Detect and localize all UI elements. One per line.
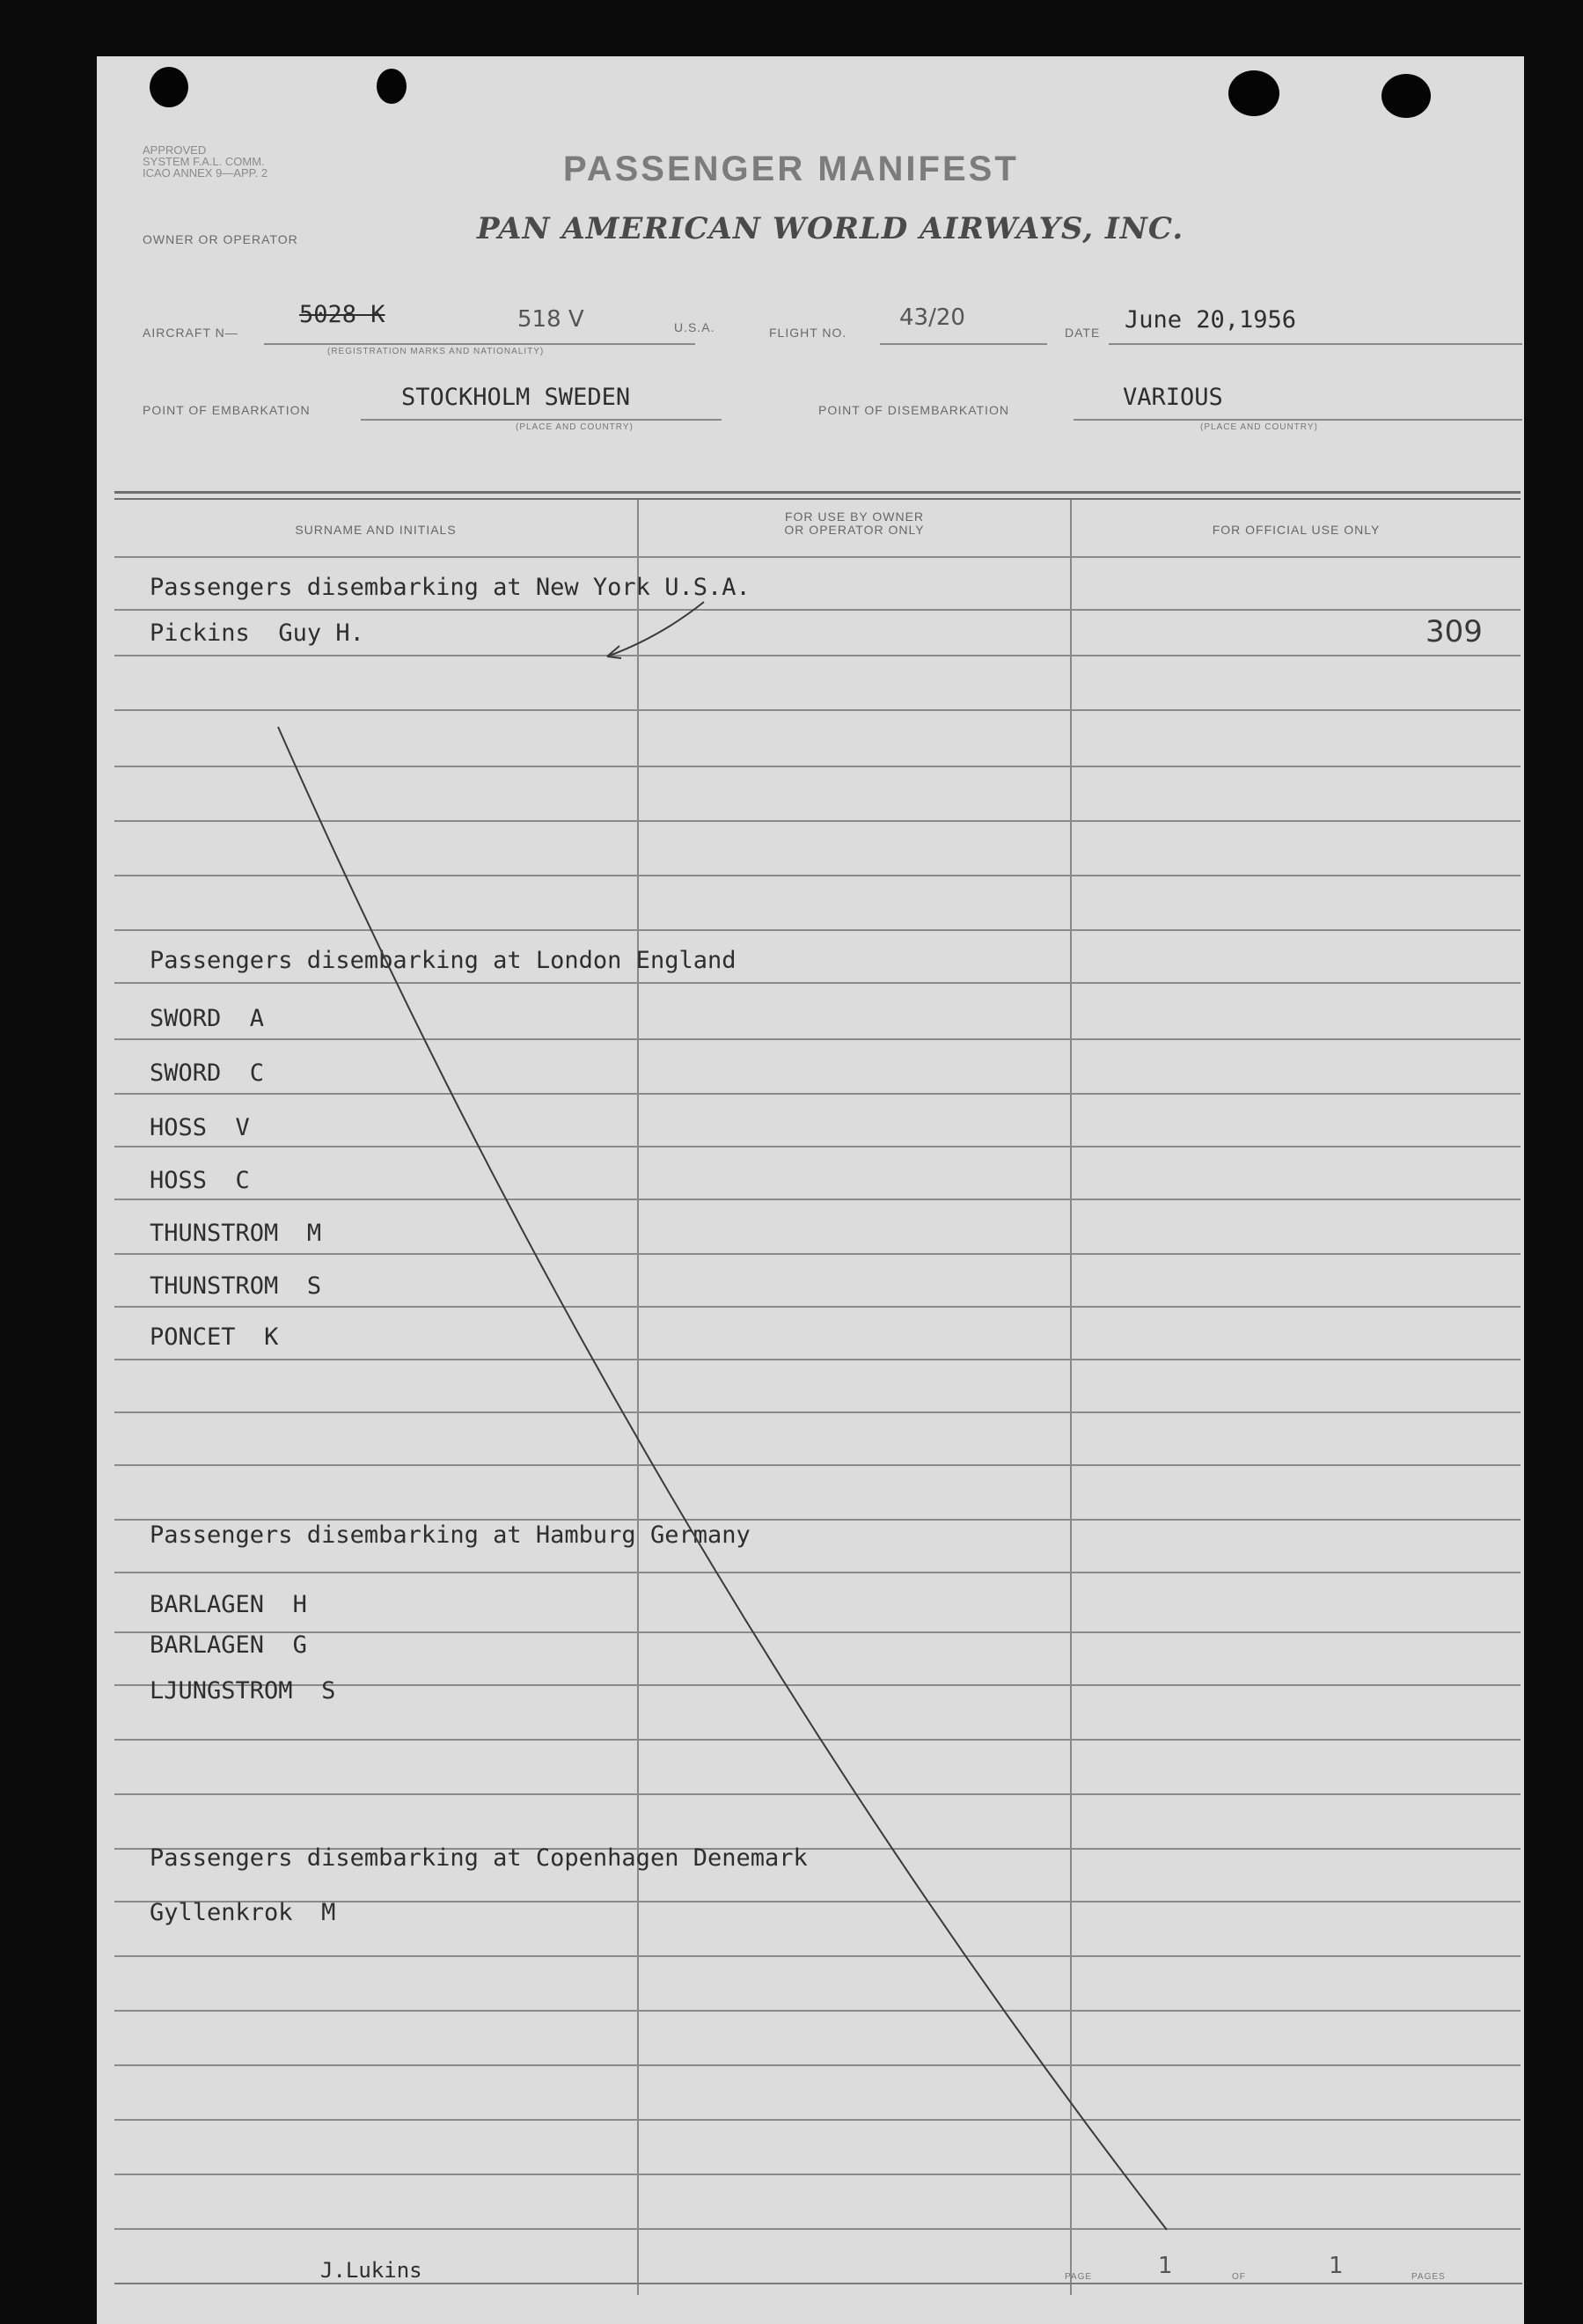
passenger-surname: THUNSTROM <box>150 1220 279 1247</box>
registration-caption: (REGISTRATION MARKS AND NATIONALITY) <box>327 347 545 356</box>
passenger-surname: SWORD <box>150 1059 222 1087</box>
passenger-initials: G <box>292 1631 307 1659</box>
cancel-line <box>278 727 1167 2230</box>
manifest-sheet <box>97 56 1524 2324</box>
passenger-surname: BARLAGEN <box>150 1631 265 1659</box>
passenger-initials: H <box>292 1591 307 1618</box>
passenger-surname: SWORD <box>150 1005 222 1032</box>
aircraft-handwritten-number: 518 V <box>517 306 584 333</box>
of-label: OF <box>1232 2272 1246 2282</box>
passenger-surname: LJUNGSTROM <box>150 1677 293 1705</box>
page-total: 1 <box>1329 2253 1344 2279</box>
page-label: PAGE <box>1065 2272 1093 2282</box>
passenger-surname: BARLAGEN <box>150 1591 265 1618</box>
embarkation-caption: (PLACE AND COUNTRY) <box>516 422 634 432</box>
group-heading: Passengers disembarking at London England <box>150 947 737 974</box>
group-heading: Passengers disembarking at Hamburg Germany <box>150 1521 751 1549</box>
date-label: DATE <box>1065 326 1101 340</box>
country-label: U.S.A. <box>674 320 715 334</box>
passenger-initials: M <box>321 1899 336 1926</box>
disembarkation-caption: (PLACE AND COUNTRY) <box>1200 422 1318 432</box>
passenger-initials: K <box>264 1323 279 1351</box>
owner-label: OWNER OR OPERATOR <box>143 232 298 246</box>
pages-label: PAGES <box>1411 2272 1446 2282</box>
passenger-initials: Guy H. <box>278 619 364 647</box>
passenger-surname: PONCET <box>150 1323 236 1351</box>
arrow-stroke <box>607 602 704 656</box>
disembarkation-label: POINT OF DISEMBARKATION <box>818 403 1009 417</box>
column-header-surname: SURNAME AND INITIALS <box>295 523 457 537</box>
footer-line <box>114 2283 1522 2284</box>
aircraft-label: AIRCRAFT N— <box>143 326 238 340</box>
passenger-initials: C <box>235 1167 250 1194</box>
passenger-surname: Gyllenkrok <box>150 1899 293 1926</box>
passenger-initials: S <box>321 1677 336 1705</box>
passenger-surname: Pickins <box>150 619 250 647</box>
passenger-surname: HOSS <box>150 1114 208 1141</box>
column-header-owner-use: FOR USE BY OWNER OR OPERATOR ONLY <box>784 510 925 537</box>
signature: J.Lukins <box>320 2258 422 2283</box>
form-title: PASSENGER MANIFEST <box>563 150 1019 188</box>
passenger-initials: M <box>306 1220 322 1247</box>
page-number: 1 <box>1158 2253 1173 2279</box>
diagonal-cancel-stroke <box>97 56 1524 2324</box>
disembarkation-value: VARIOUS <box>1123 384 1223 411</box>
passenger-initials: S <box>306 1272 322 1300</box>
operator-name: PAN AMERICAN WORLD AIRWAYS, INC. <box>477 211 1184 246</box>
passenger-initials: V <box>235 1114 250 1141</box>
aircraft-struck-number: 5028 K <box>299 301 385 328</box>
group-heading: Passengers disembarking at New York U.S.A. <box>150 574 751 601</box>
group-heading: Passengers disembarking at Copenhagen Denemark <box>150 1844 808 1872</box>
approval-notice: APPROVED SYSTEM F.A.L. COMM. ICAO ANNEX 9—APP. 2 <box>143 143 268 180</box>
column-header-official-use: FOR OFFICIAL USE ONLY <box>1212 523 1381 537</box>
official-use-number: 309 <box>1425 614 1483 649</box>
embarkation-value: STOCKHOLM SWEDEN <box>401 384 631 411</box>
flight-date: June 20,1956 <box>1125 306 1297 334</box>
passenger-initials: A <box>249 1005 265 1032</box>
embarkation-label: POINT OF EMBARKATION <box>143 403 311 417</box>
passenger-surname: HOSS <box>150 1167 208 1194</box>
passenger-initials: C <box>249 1059 265 1087</box>
flight-number: 43/20 <box>899 304 965 331</box>
flight-label: FLIGHT NO. <box>769 326 847 340</box>
passenger-surname: THUNSTROM <box>150 1272 279 1300</box>
